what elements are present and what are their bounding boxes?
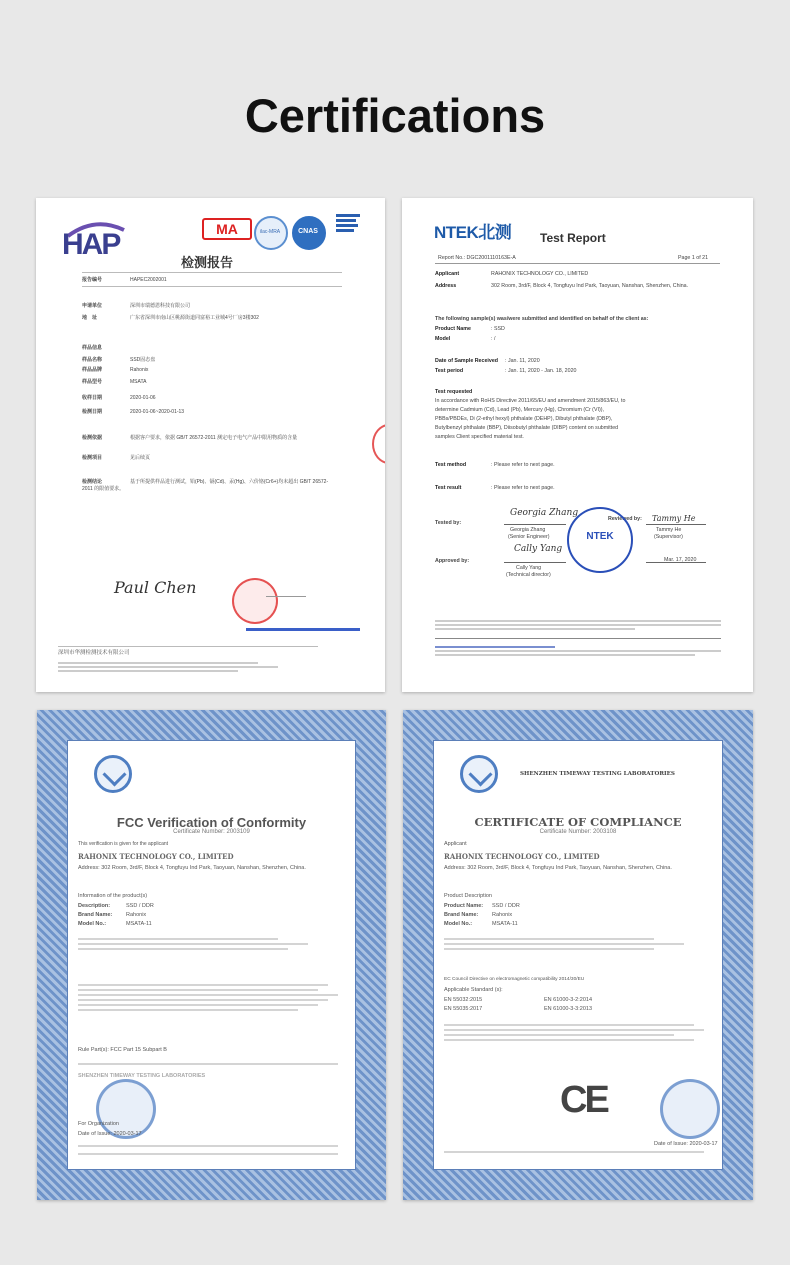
report-line: 样品品牌 Rahonix bbox=[82, 367, 149, 373]
ce-compliance-certificate[interactable] bbox=[403, 710, 753, 1200]
lab-seal-icon bbox=[660, 1079, 720, 1139]
hap-brand: HAP bbox=[62, 228, 120, 261]
info-row: Applicant RAHONIX TECHNOLOGY CO., LIMITED bbox=[435, 271, 589, 277]
divider bbox=[82, 272, 342, 273]
lab-seal-icon bbox=[96, 1079, 156, 1139]
report-line: 检测日期 2020-01-06~2020-01-13 bbox=[82, 409, 185, 415]
product-info-header: Information of the product(s) bbox=[78, 893, 148, 899]
standard-item: EN 61000-3-2:2014 bbox=[544, 997, 593, 1003]
info-row: PBBs/PBDEs, Di (2-ethyl hexyl) phthalate (DEHP), Dibutyl phthalate (DBP), bbox=[435, 416, 613, 422]
applicant-address: Address: 302 Room, 3rd/F, Block 4, Tongfuyu Ind Park, Taoyuan, Nanshan, Shenzhen, China. bbox=[444, 865, 672, 871]
cnas-logo: CNAS bbox=[292, 216, 326, 250]
hap-test-report-certificate[interactable] bbox=[36, 198, 385, 692]
info-row: Test method : Please refer to next page. bbox=[435, 462, 555, 468]
footer-text-lines bbox=[58, 660, 278, 674]
report-line: 报告编号 HAPEC2002001 bbox=[82, 277, 167, 283]
reviewer-name: Tammy He bbox=[656, 527, 682, 533]
divider bbox=[82, 286, 342, 287]
approver-signature: Cally Yang bbox=[514, 544, 563, 554]
detail-text-lines bbox=[78, 935, 308, 953]
lab-name: SHENZHEN TIMEWAY TESTING LABORATORIES bbox=[520, 771, 675, 777]
tested-by-label: Tested by: bbox=[435, 520, 462, 526]
report-heading: 检测报告 bbox=[181, 255, 234, 270]
footer-address-lines bbox=[435, 644, 721, 658]
product-row: Product Name: SSD / DDR bbox=[444, 903, 520, 909]
tester-role: (Senior Engineer) bbox=[508, 534, 550, 540]
signature-line bbox=[504, 562, 566, 563]
report-line: 地 址 广东省深圳市南山区桃源街道同富裕工业城4号厂房3楼302 bbox=[82, 315, 259, 321]
blue-link-line bbox=[246, 628, 360, 631]
certificate-title: CERTIFICATE OF COMPLIANCE bbox=[474, 815, 682, 829]
signature-line bbox=[504, 524, 566, 525]
footer-line bbox=[444, 1151, 704, 1153]
ntek-logo: NTEK北测 bbox=[434, 223, 512, 242]
ilac-mra-logo: ilac-MRA bbox=[254, 216, 288, 250]
certificate-body bbox=[433, 740, 723, 1170]
info-row: In accordance with RoHS Directive 2011/65/EU and amendment 2015/863/EU, to bbox=[435, 398, 626, 404]
red-stamp-edge bbox=[372, 424, 385, 464]
info-row: Date of Sample Received : Jan. 11, 2020 bbox=[435, 358, 540, 364]
info-row: Test requested bbox=[435, 389, 473, 395]
report-line: 申请单位 深圳市瑞德恩科技有限公司 bbox=[82, 303, 191, 309]
note-line bbox=[78, 1063, 338, 1065]
certificate-title: FCC Verification of Conformity bbox=[116, 815, 307, 830]
report-number: Report No.: DGC2001110163E-A bbox=[438, 255, 516, 261]
report-line: 收样日期 2020-01-06 bbox=[82, 395, 156, 401]
report-footer: 深圳市华测检测技术有限公司 bbox=[58, 650, 130, 656]
body-text-lines bbox=[444, 1021, 704, 1044]
page-title: Certifications bbox=[244, 89, 546, 142]
footer-line bbox=[78, 1153, 338, 1155]
for-organization: For Organization bbox=[78, 1121, 119, 1127]
red-official-stamp bbox=[232, 578, 278, 624]
ntek-seal: NTEK bbox=[567, 507, 633, 573]
fcc-verification-certificate[interactable] bbox=[37, 710, 386, 1200]
disclaimer-lines bbox=[435, 618, 721, 632]
applicant-company: RAHONIX TECHNOLOGY CO., LIMITED bbox=[78, 852, 234, 861]
applicant-address: Address: 302 Room, 3rd/F, Block 4, Tongfuyu Ind Park, Taoyuan, Nanshan, Shenzhen, China. bbox=[78, 865, 306, 871]
info-row: Model : / bbox=[435, 336, 496, 342]
stamp-date-line bbox=[266, 596, 306, 597]
info-row: Test result : Please refer to next page. bbox=[435, 485, 555, 491]
detail-text-lines bbox=[444, 935, 684, 953]
report-line: 检测项目 见后续页 bbox=[82, 455, 151, 461]
page-number: Page 1 of 21 bbox=[678, 255, 709, 261]
approver-name: Cally Yang bbox=[516, 565, 542, 571]
info-row: samples Client specified material test. bbox=[435, 434, 524, 440]
approved-by-label: Approved by: bbox=[435, 558, 470, 564]
info-row: determine Cadmium (Cd), Lead (Pb), Mercury (Hg), Chromium (Cr (VI)), bbox=[435, 407, 604, 413]
report-line: 样品名称 SSD固态盘 bbox=[82, 357, 156, 363]
certificate-number: Certificate Number: 2003108 bbox=[539, 829, 617, 835]
certificate-number: Certificate Number: 2003109 bbox=[173, 829, 250, 835]
applicant-company: RAHONIX TECHNOLOGY CO., LIMITED bbox=[444, 852, 600, 861]
standard-item: EN 55035:2017 bbox=[444, 1006, 483, 1012]
signature-line bbox=[646, 524, 706, 525]
report-line: 检测结论 基于所提供样品进行测试，铅(Pb)、镉(Cd)、汞(Hg)、六价铬(Cr6+)均未超出 GB/T 26572-2011 的限值要求。 bbox=[82, 479, 329, 492]
approved-date: Mar. 17, 2020 bbox=[664, 557, 697, 563]
report-line: 样品信息 bbox=[82, 345, 103, 351]
product-row: Brand Name: Rahonix bbox=[78, 912, 147, 918]
rule-parts: Rule Part(s): FCC Part 15 Subpart B bbox=[78, 1047, 167, 1053]
standards-header: Applicable Standard (s): bbox=[444, 987, 503, 993]
product-row: Model No.: MSATA-11 bbox=[444, 921, 518, 927]
signature: Paul Chen bbox=[114, 578, 197, 597]
cma-logo: MA bbox=[202, 218, 252, 240]
reviewer-role: (Supervisor) bbox=[654, 534, 683, 540]
info-row: Product Name : SSD bbox=[435, 326, 505, 332]
standard-item: EN 55032:2015 bbox=[444, 997, 483, 1003]
approver-role: (Technical director) bbox=[506, 572, 551, 578]
cnas-side-text bbox=[336, 212, 376, 234]
tester-name: Georgia Zhang bbox=[510, 527, 546, 533]
issue-date: Date of Issue: 2020-03-17 bbox=[78, 1131, 142, 1137]
footer-line bbox=[78, 1145, 338, 1147]
reviewed-by-label: Reviewed by: bbox=[608, 516, 642, 522]
lab-emblem-icon bbox=[460, 755, 498, 793]
report-line: 样品型号 MSATA bbox=[82, 379, 147, 385]
issue-date: Date of Issue: 2020-03-17 bbox=[654, 1141, 718, 1147]
ce-mark: CE bbox=[560, 1079, 607, 1121]
divider bbox=[435, 263, 720, 264]
product-description-header: Product Description bbox=[444, 893, 492, 899]
certificate-body bbox=[67, 740, 356, 1170]
report-title: Test Report bbox=[540, 231, 606, 245]
info-row: The following sample(s) was/were submitted and identified on behalf of the client as: bbox=[435, 316, 649, 322]
product-row: Brand Name: Rahonix bbox=[444, 912, 513, 918]
info-row: Butylbenzyl phthalate (BBP), Diisobutyl phthalate (DIBP) content on submitted bbox=[435, 425, 619, 431]
applicant-label: Applicant bbox=[444, 841, 467, 847]
info-row: Address 302 Room, 3rd/F, Block 4, Tongfuyu Ind Park, Taoyuan, Nanshan, Shenzhen, China. bbox=[435, 283, 689, 289]
standard-item: EN 61000-3-3:2013 bbox=[544, 1006, 593, 1012]
lab-name: SHENZHEN TIMEWAY TESTING LABORATORIES bbox=[78, 1073, 206, 1079]
product-row: Model No.: MSATA-11 bbox=[78, 921, 152, 927]
given-for-text: This verification is given for the applicant bbox=[78, 841, 169, 847]
divider bbox=[58, 646, 318, 647]
directive-text: EC Council Directive on electromagnetic compatibility 2014/30/EU bbox=[444, 977, 585, 982]
reviewer-signature: Tammy He bbox=[652, 514, 696, 523]
info-row: Test period : Jan. 11, 2020 - Jan. 18, 2020 bbox=[435, 368, 577, 374]
lab-emblem-icon bbox=[94, 755, 132, 793]
product-row: Description: SSD / DDR bbox=[78, 903, 154, 909]
body-text-lines bbox=[78, 981, 338, 1014]
divider bbox=[435, 638, 721, 639]
tester-signature: Georgia Zhang bbox=[510, 508, 579, 518]
report-line: 检测依据 根据客户要求，依据 GB/T 26572-2011 测定电子电气产品中限用物质的含量 bbox=[82, 435, 298, 441]
ntek-test-report-certificate[interactable] bbox=[402, 198, 753, 692]
